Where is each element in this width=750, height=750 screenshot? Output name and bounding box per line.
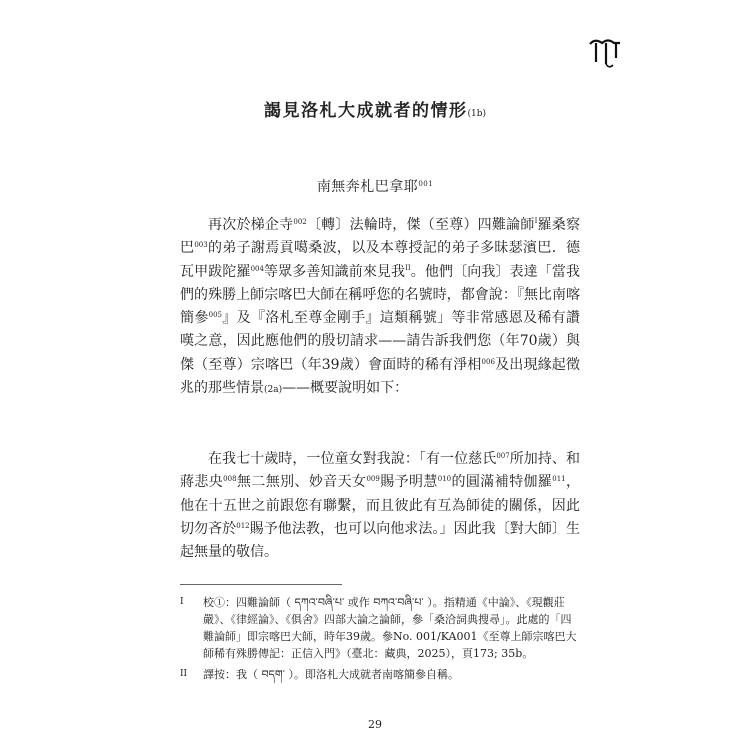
chapter-title-text: 謁見洛札大成就者的情形 xyxy=(263,101,468,121)
chapter-title-folio-note: (1b) xyxy=(467,109,486,119)
text-run: 及出現緣起徵兆的那些情景 xyxy=(180,356,580,397)
endnote-ref: 004 xyxy=(250,264,264,273)
text-run: 的圓滿補特伽羅 xyxy=(451,474,553,491)
homage-reference: 001 xyxy=(418,180,434,188)
text-run: 等眾多善知識前來見我 xyxy=(263,263,406,280)
text-run: 所加持、和蔣悲央 xyxy=(180,451,580,491)
footnote-mark: II xyxy=(180,669,188,679)
endnote-ref: 007 xyxy=(496,452,510,460)
footnote-ref: II xyxy=(405,263,411,272)
text-run: 的弟子謝焉貢噶桑波，以及本尊授記的弟子多昧瑟濱巴．德瓦甲跋陀羅 xyxy=(180,240,581,280)
tibetan-ka-mark-icon xyxy=(586,32,626,72)
footnote-mark: I xyxy=(180,597,184,607)
endnote-ref: 011 xyxy=(552,475,566,484)
text-run: 羅桑察巴 xyxy=(180,217,581,257)
footnote-text: 校①：四難論師（ དཀའ་བཞི་པ་ 或作 བཀའ་བཞི་པ་ ）。指精通《中論》、《現觀莊嚴》、《律經論》、《俱舍》四部大論之論師，參「桑洽詞典搜尋」。此處的「四難論師」即宗喀巴大師，時年39歲。參No. 001/KA001《至尊上師宗喀巴大師稀有殊勝傳記：正信入門》（臺北：藏典，2025），頁173; 35b。 xyxy=(203,596,577,660)
endnote-ref: 009 xyxy=(366,475,380,484)
endnote-ref: 006 xyxy=(481,357,495,366)
text-run: ，他在十五世之前跟您有聯繫，而且彼此有互為師徒的關係，因此切勿吝於 xyxy=(180,474,581,537)
endnote-ref: 005 xyxy=(208,311,223,320)
footnote-1 xyxy=(180,594,582,662)
paragraph-2 xyxy=(180,448,580,564)
text-run: 』及『洛札至尊金剛手』這類稱號」等非常感恩及稀有讚嘆之意，因此應他們的殷切請求——請告訴我們您（年70歲）與傑（至尊）宗喀巴（年39歲）會面時的稀有淨相 xyxy=(180,310,581,373)
footnote-ref: I xyxy=(534,217,538,225)
homage-text: 南無奔札巴拿耶 xyxy=(316,179,419,195)
endnote-ref: 002 xyxy=(293,218,307,226)
footnotes xyxy=(180,594,582,687)
text-run: ——概要說明如下： xyxy=(282,380,409,397)
text-run: 賜予他法教，也可以向他求法。」因此我〔對大師〕生起無量的敬信。 xyxy=(180,520,581,561)
footnote-text: 譯按：我（ བདག་ ）。即洛札大成就者南喀簡參自稱。 xyxy=(203,668,459,681)
endnote-ref: 010 xyxy=(437,475,452,484)
text-run: 賜予明慧 xyxy=(379,474,438,491)
homage-line xyxy=(0,176,750,196)
text-run: 無二無別、妙音天女 xyxy=(236,474,367,491)
chapter-title xyxy=(0,96,750,121)
endnote-ref: 008 xyxy=(223,475,237,484)
page-number: 29 xyxy=(368,718,382,731)
footnote-divider xyxy=(180,584,342,585)
folio-marker: (2a) xyxy=(264,385,283,396)
endnote-ref: 012 xyxy=(236,521,250,530)
text-run: 。他們〔向我〕表達「當我們的殊勝上師宗喀巴大師在稱呼您的名號時，都會說：『無比南喀簡參 xyxy=(180,263,581,327)
footnote-2 xyxy=(180,666,582,683)
text-run: 〔轉〕法輪時，傑（至尊）四難論師 xyxy=(306,217,535,233)
paragraph-1 xyxy=(180,214,580,402)
text-run: 在我七十歲時，一位童女對我說：「有一位慈氏 xyxy=(208,451,497,467)
text-run: 再次於梯企寺 xyxy=(208,217,294,233)
endnote-ref: 003 xyxy=(194,241,208,250)
